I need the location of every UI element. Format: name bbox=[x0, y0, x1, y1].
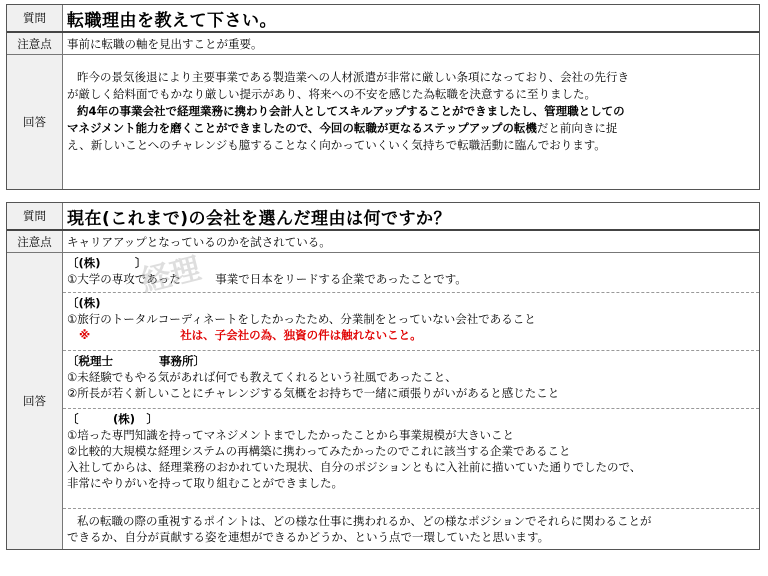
company-entry-3 bbox=[63, 351, 759, 409]
answer-row bbox=[7, 253, 759, 549]
reason-line: ①大学の専攻であった 事業で日本をリードする企業であったことです。 bbox=[67, 272, 467, 286]
reason-line: ①培った専門知識を持ってマネジメントまでしたかったことから事業規模が大きいこと bbox=[67, 428, 514, 442]
note-row bbox=[7, 231, 759, 253]
company-name: 〔(株) 〕 bbox=[67, 256, 147, 270]
company-entry-2 bbox=[63, 293, 759, 351]
warning-line bbox=[67, 327, 753, 343]
answer-row bbox=[7, 55, 759, 189]
company-entry-1 bbox=[63, 253, 759, 293]
answer-text bbox=[63, 55, 759, 189]
reason-line: ②所長が若く新しいことにチャレンジする気概をお持ちで一緒に頑張りがいがあると感じたこと bbox=[67, 386, 560, 400]
question-label: 質問 bbox=[7, 203, 63, 229]
qa-block-2 bbox=[6, 202, 760, 550]
question-row bbox=[7, 5, 759, 33]
company-name: 〔 (株) 〕 bbox=[67, 412, 159, 426]
closing-summary bbox=[63, 509, 759, 549]
note-text: キャリアアップとなっているのかを試されている。 bbox=[67, 234, 331, 249]
answer-text bbox=[63, 253, 759, 549]
warning-text: 社は、子会社の為、独資の件は触れないこと。 bbox=[180, 328, 422, 342]
company-entry-4 bbox=[63, 409, 759, 509]
answer-span: だと前向きに捉 bbox=[536, 121, 618, 135]
reason-line: ②比較的大規模な経理システムの再構築に携わってみたかったのでこれに該当する企業であること bbox=[67, 444, 571, 458]
question-row bbox=[7, 203, 759, 231]
question-label: 質問 bbox=[7, 5, 63, 31]
reason-line: 入社してからは、経理業務のおかれていた現状、自分のポジションともに入社前に描いていた通りでしたので、 bbox=[67, 460, 642, 474]
question-text: 転職理由を教えて下さい。 bbox=[67, 10, 277, 31]
qa-block-1 bbox=[6, 4, 760, 190]
answer-span: マネジメント能力を磨くことができましたので、 bbox=[67, 121, 320, 135]
warning-mark: ※ bbox=[79, 328, 91, 342]
answer-line: え、新しいことへのチャレンジも臆することなく向かっていくいく気持ちで転職活動に臨んでおります。 bbox=[67, 138, 606, 152]
reason-line: 非常にやりがいを持って取り組むことができました。 bbox=[67, 476, 343, 490]
note-label: 注意点 bbox=[7, 231, 63, 252]
note-label: 注意点 bbox=[7, 33, 63, 54]
answer-span: 今回の転職が更なるステップアップの転機 bbox=[319, 121, 537, 135]
answer-label: 回答 bbox=[7, 55, 63, 189]
reason-line: ①未経験でもやる気があれば何でも教えてくれるという社風であったこと、 bbox=[67, 370, 457, 384]
answer-line bbox=[67, 120, 753, 137]
company-name: 〔税理士 事務所〕 bbox=[67, 354, 205, 368]
watermark-text: 経理 bbox=[137, 251, 205, 300]
company-name: 〔(株) bbox=[67, 296, 101, 310]
answer-line: 約4年の事業会社で経理業務に携わり会計人としてスキルアップすることができましたし、管理職としての bbox=[77, 104, 625, 118]
answer-line: 昨今の景気後退により主要事業である製造業への人材派遣が非常に厳しい条項になっており、会社の先行き bbox=[77, 70, 629, 84]
answer-label: 回答 bbox=[7, 253, 63, 549]
question-text: 現在(これまで)の会社を選んだ理由は何ですか？ bbox=[67, 208, 452, 229]
note-text: 事前に転職の軸を見出すことが重要。 bbox=[67, 36, 263, 51]
answer-line: が厳しく給料面でもかなり厳しい提示があり、将来への不安を感じた為転職を決意するに至りました。 bbox=[67, 87, 596, 101]
closing-line: 私の転職の際の重視するポイントは、どの様な仕事に携われるか、どの様なポジションでそれらに関わることが bbox=[77, 514, 652, 528]
reason-line: ①旅行のトータルコーディネートをしたかったため、分業制をとっていない会社であること bbox=[67, 312, 536, 326]
closing-line: できるか、自分が貢献する姿を連想ができるかどうか、という点で一環していたと思います。 bbox=[67, 530, 550, 544]
note-row bbox=[7, 33, 759, 55]
